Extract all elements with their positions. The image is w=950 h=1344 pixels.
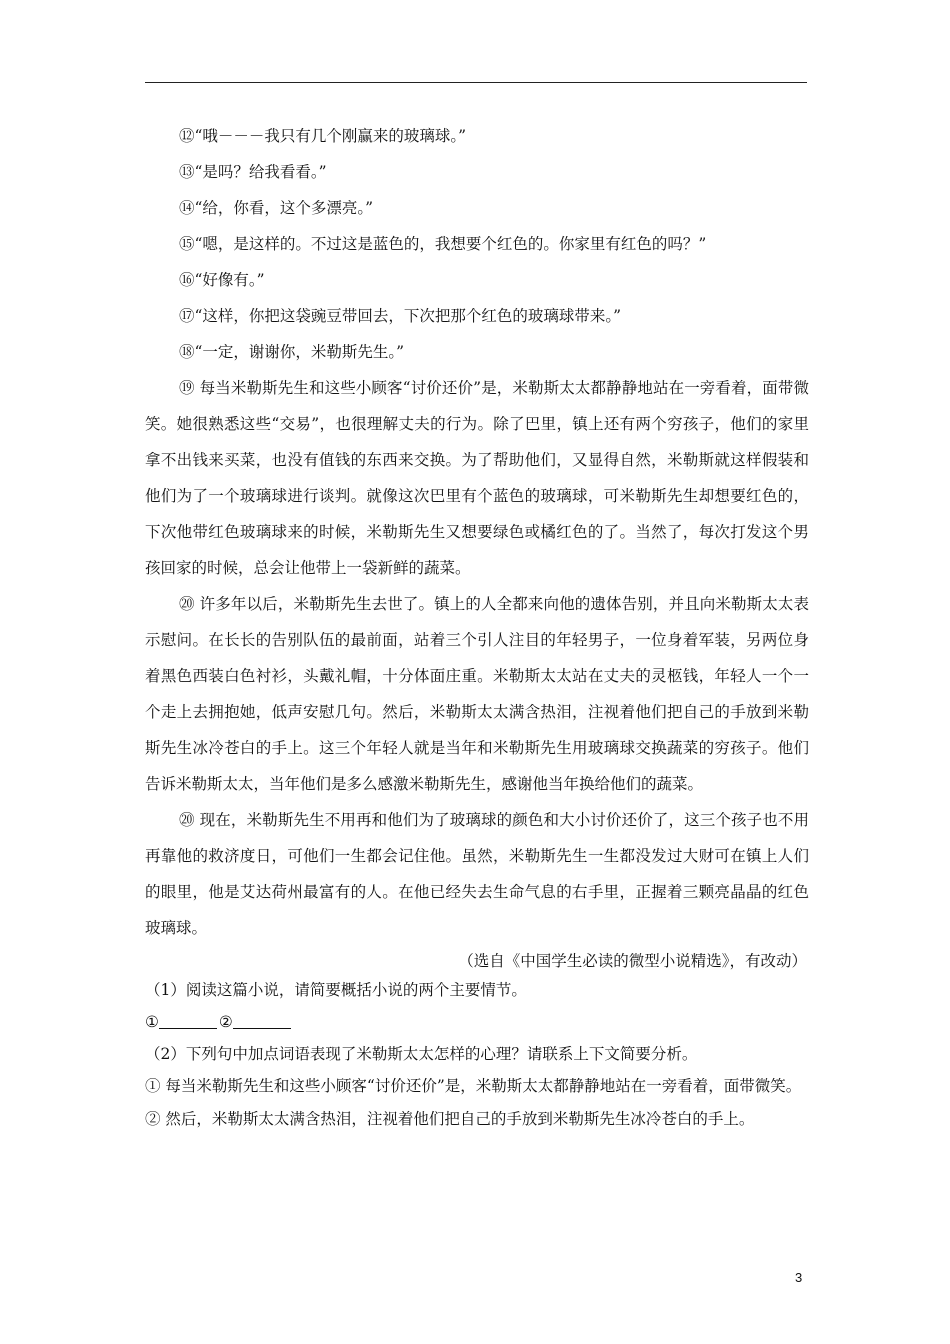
header-rule bbox=[145, 82, 807, 83]
answer-blank-1[interactable] bbox=[159, 1014, 217, 1029]
dialogue-line-12: ⑫“哦－－－我只有几个刚赢来的玻璃球。” bbox=[179, 127, 467, 145]
paragraph-19: ⑲ 每当米勒斯先生和这些小顾客“讨价还价”是，米勒斯太太都静静地站在一旁看着，面带微笑。她很熟悉这些“交易”，也很理解丈夫的行为。除了巴里，镇上还有两个穷孩子，他们的家里拿不出钱来买菜，也没有值钱的东西来交换。为了帮助他们，又显得自然，米勒斯就这样假装和他们为了一个玻璃球进行谈判。就像这次巴里有个蓝色的玻璃球，可米勒斯先生却想要红色的，下次他带红色玻璃球来的时候，米勒斯先生又想要绿色或橘红色的了。当然了，每次打发这个男孩回家的时候，总会让他带上一袋新鲜的蔬菜。 bbox=[145, 379, 809, 577]
source-citation: （选自《中国学生必读的微型小说精选》，有改动） bbox=[458, 952, 807, 970]
question-1-answer-blanks bbox=[145, 1006, 809, 1038]
document-body bbox=[145, 118, 809, 1136]
dialogue-line-18: ⑱“一定，谢谢你，米勒斯先生。” bbox=[179, 343, 405, 361]
dialogue-line-13: ⑬“是吗？给我看看。” bbox=[179, 163, 327, 181]
dialogue-line-14: ⑭“给，你看，这个多漂亮。” bbox=[179, 199, 374, 217]
question-1: （1）阅读这篇小说，请简要概括小说的两个主要情节。 bbox=[145, 981, 527, 999]
page-number: 3 bbox=[795, 1270, 803, 1285]
paragraph-20: ⑳ 许多年以后，米勒斯先生去世了。镇上的人全都来向他的遗体告别，并且向米勒斯太太表示慰问。在长长的告别队伍的最前面，站着三个引人注目的年轻男子，一位身着军装，另两位身着黑色西装白色衬衫，头戴礼帽，十分体面庄重。米勒斯太太站在丈夫的灵柩钱，年轻人一个一个走上去拥抱她，低声安慰几句。然后，米勒斯太太满含热泪，注视着他们把自己的手放到米勒斯先生冰冷苍白的手上。这三个年轻人就是当年和米勒斯先生用玻璃球交换蔬菜的穷孩子。他们告诉米勒斯太太，当年他们是多么感激米勒斯先生，感谢他当年换给他们的蔬菜。 bbox=[145, 595, 809, 793]
blank-label-2: ② bbox=[218, 1013, 233, 1031]
blank-label-1: ① bbox=[145, 1013, 159, 1031]
paragraph-21: ⑳ 现在，米勒斯先生不用再和他们为了玻璃球的颜色和大小讨价还价了，这三个孩子也不用再靠他的救济度日，可他们一生都会记住他。虽然，米勒斯先生一生都没发过大财可在镇上人们的眼里，他是艾达荷州最富有的人。在他已经失去生命气息的右手里，正握着三颗亮晶晶的红色玻璃球。 bbox=[145, 811, 809, 937]
dialogue-line-16: ⑯“好像有。” bbox=[179, 271, 265, 289]
question-2-item-2: ② 然后，米勒斯太太满含热泪，注视着他们把自己的手放到米勒斯先生冰冷苍白的手上。 bbox=[145, 1110, 755, 1128]
question-2-item-1: ① 每当米勒斯先生和这些小顾客“讨价还价”是，米勒斯太太都静静地站在一旁看着，面带微笑。 bbox=[145, 1077, 802, 1095]
answer-blank-2[interactable] bbox=[233, 1014, 291, 1029]
dialogue-line-15: ⑮“嗯，是这样的。不过这是蓝色的，我想要个红色的。你家里有红色的吗？” bbox=[179, 235, 707, 253]
question-2: （2）下列句中加点词语表现了米勒斯太太怎样的心理？请联系上下文简要分析。 bbox=[145, 1045, 698, 1063]
dialogue-line-17: ⑰“这样，你把这袋豌豆带回去，下次把那个红色的玻璃球带来。” bbox=[179, 307, 622, 325]
